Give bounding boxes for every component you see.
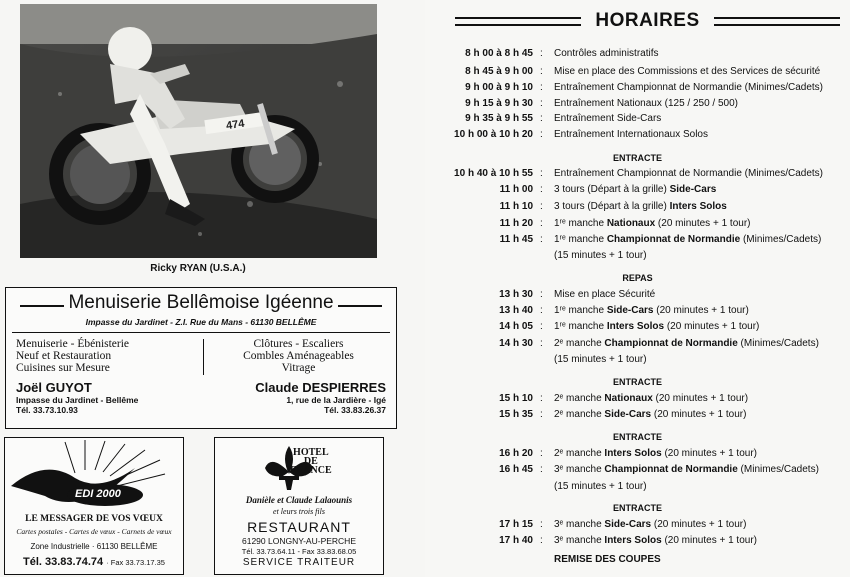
hotel-logo-text: HOTEL DE FRANCE <box>290 447 332 476</box>
edi-brand: EDI 2000 <box>75 488 121 500</box>
break-label: REPAS <box>622 273 653 283</box>
motocross-photo <box>20 4 377 258</box>
schedule-continuation: (15 minutes + 1 tour) <box>554 481 647 492</box>
schedule-title: HORAIRES <box>595 10 700 31</box>
schedule-continuation: (15 minutes + 1 tour) <box>554 250 647 261</box>
schedule-row: 11 h 10 : 3 tours (Départ à la grille) Inters Solos <box>499 201 727 212</box>
schedule-header <box>455 10 840 32</box>
hotel-de-france-ad <box>214 437 384 575</box>
contact-name: Claude DESPIERRES <box>255 380 386 395</box>
contact-address: 1, rue de la Jardière - Igé <box>286 395 386 405</box>
schedule-row: 14 h 05 : 1ʳᵉ manche Inters Solos (20 minutes + 1 tour) <box>499 321 760 332</box>
service-line: Vitrage <box>281 362 316 374</box>
number-plate-text: 474 <box>225 117 246 133</box>
trophy-ceremony: REMISE DES COUPES <box>554 554 661 565</box>
schedule-row: 11 h 00 : 3 tours (Départ à la grille) Side-Cars <box>499 184 717 195</box>
edi-phone: Tél. 33.83.74.74 · Fax 33.73.17.35 <box>23 556 165 568</box>
schedule-row: 10 h 40 à 10 h 55 : Entraînement Championnat de Normandie (Minimes/Cadets) <box>454 168 824 179</box>
service-line: Clôtures - Escaliers <box>253 338 344 350</box>
bird-logo-icon <box>5 438 183 514</box>
contact-tel: Tél. 33.73.10.93 <box>16 405 78 415</box>
contact-tel: Tél. 33.83.26.37 <box>324 405 386 415</box>
schedule-row: 9 h 35 à 9 h 55 : Entraînement Side-Cars <box>465 113 662 124</box>
services-left <box>16 338 201 374</box>
hotel-city: 61290 LONGNY-AU-PERCHE <box>241 536 356 546</box>
header-rule-left <box>455 17 581 26</box>
contact-despierres <box>216 380 386 415</box>
service-line: Combles Aménageables <box>243 350 354 362</box>
schedule-row: 10 h 00 à 10 h 20 : Entraînement Internationaux Solos <box>454 129 708 140</box>
hotel-restaurant: RESTAURANT <box>247 519 351 535</box>
photo-caption: Ricky RYAN (U.S.A.) <box>150 263 246 274</box>
edi-slogan: LE MESSAGER DE VOS VŒUX <box>25 514 163 524</box>
hotel-owners: Danièle et Claude Lalaounis <box>245 495 353 505</box>
schedule-continuation: (15 minutes + 1 tour) <box>554 354 647 365</box>
schedule-row: 11 h 45 : 1ʳᵉ manche Championnat de Normandie (Minimes/Cadets) <box>499 234 822 245</box>
motocross-rider-image <box>20 4 377 258</box>
contact-address: Impasse du Jardinet - Bellême <box>16 395 139 405</box>
service-line: Menuiserie - Ébénisterie <box>16 338 130 350</box>
edi-zone: Zone Industrielle · 61130 BELLÊME <box>30 542 158 551</box>
break-label: ENTRACTE <box>613 503 662 513</box>
menuiserie-address: Impasse du Jardinet - Z.I. Rue du Mans - 61130 BELLÊME <box>85 317 317 327</box>
schedule-row: 15 h 35 : 2ᵉ manche Side-Cars (20 minutes + 1 tour) <box>499 409 747 420</box>
break-label: ENTRACTE <box>613 377 662 387</box>
schedule-row: 13 h 40 : 1ʳᵉ manche Side-Cars (20 minutes + 1 tour) <box>499 305 749 316</box>
edi-products: Cartes postales - Cartes de vœux - Carnets de vœux <box>16 527 172 536</box>
schedule-row: 14 h 30 : 2ᵉ manche Championnat de Normandie (Minimes/Cadets) <box>499 338 819 349</box>
schedule-row: 13 h 30 : Mise en place Sécurité <box>499 289 656 300</box>
contact-guyot <box>16 380 201 415</box>
edi2000-ad <box>4 437 184 575</box>
schedule-row: 8 h 00 à 8 h 45 : Contrôles administratifs <box>465 48 659 59</box>
services-right <box>206 338 391 374</box>
schedule-row: 11 h 20 : 1ʳᵉ manche Nationaux (20 minutes + 1 tour) <box>499 218 751 229</box>
menuiserie-ad <box>5 287 397 429</box>
schedule-row: 15 h 10 : 2ᵉ manche Nationaux (20 minutes + 1 tour) <box>499 393 749 404</box>
service-line: Neuf et Restauration <box>16 350 112 362</box>
hotel-phone: Tél. 33.73.64.11 - Fax 33.83.68.05 <box>241 547 357 556</box>
service-line: Cuisines sur Mesure <box>16 362 110 374</box>
schedule-row: 17 h 40 : 3ᵉ manche Inters Solos (20 minutes + 1 tour) <box>499 535 757 546</box>
menuiserie-title: Menuiserie Bellêmoise Igéenne <box>14 292 388 314</box>
schedule-row: 9 h 15 à 9 h 30 : Entraînement Nationaux (125 / 250 / 500) <box>465 98 739 109</box>
schedule-row: 9 h 00 à 9 h 10 : Entraînement Championnat de Normandie (Minimes/Cadets) <box>465 82 824 93</box>
schedule-row: 16 h 20 : 2ᵉ manche Inters Solos (20 minutes + 1 tour) <box>499 448 757 459</box>
hotel-service: SERVICE TRAITEUR <box>242 557 356 568</box>
break-label: ENTRACTE <box>613 153 662 163</box>
hotel-owners-sub: et leurs trois fils <box>273 507 325 516</box>
divider <box>12 332 390 333</box>
column-divider <box>203 339 204 375</box>
contact-name: Joël GUYOT <box>16 380 92 395</box>
break-label: ENTRACTE <box>613 432 662 442</box>
header-rule-right <box>714 17 840 26</box>
schedule-row: 17 h 15 : 3ᵉ manche Side-Cars (20 minutes + 1 tour) <box>499 519 747 530</box>
schedule-row: 16 h 45 : 3ᵉ manche Championnat de Normandie (Minimes/Cadets) <box>499 464 819 475</box>
schedule-row: 8 h 45 à 9 h 00 : Mise en place des Commissions et des Services de sécurité <box>465 66 821 77</box>
